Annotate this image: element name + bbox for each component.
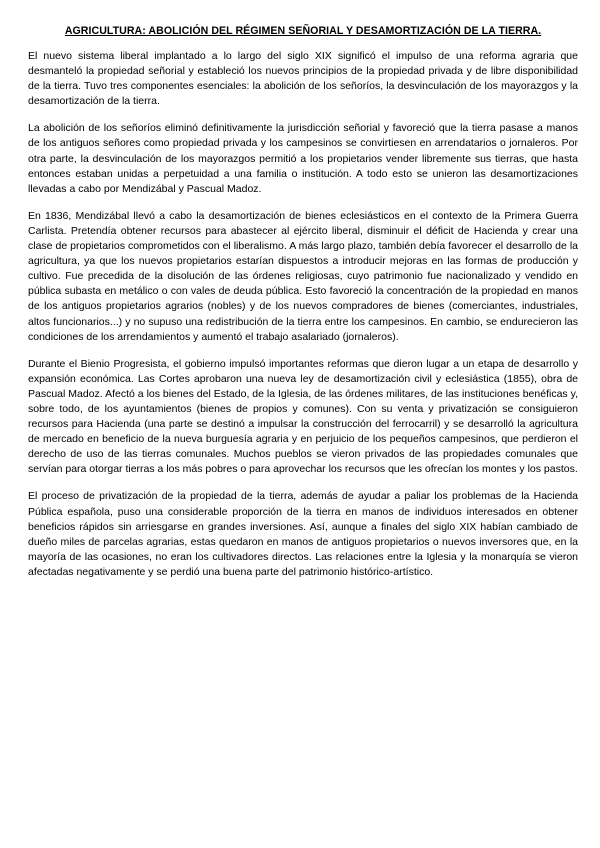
paragraph-reforma-agraria: El nuevo sistema liberal implantado a lo largo del siglo XIX significó el impulso de una reforma agraria que desmanteló la propiedad señorial y estableció los nuevos principios de la propiedad privada y de libre disponibilidad de la tierra. Tuvo tres componentes esenciales: la abolición de los señoríos, la desvinculación de los mayorazgos y la desamortización de la tierra.	[28, 50, 578, 108]
paragraph-consecuencias: El proceso de privatización de la propiedad de la tierra, además de ayudar a paliar los problemas de la Hacienda Pública española, puso una considerable proporción de la tierra en manos de individuos interesados en obtener beneficios rápidos sin arriesgarse en grandes inversiones. Así, aunque a finales del siglo XIX habían cambiado de dueño miles de parcelas agrarias, estas quedaron en manos de antiguos propietarios o nuevos inversores que, en la mayoría de las ocasiones, no eran los cultivadores directos. Las relaciones entre la Iglesia y la monarquía se vieron afectadas negativamente y se perdió una buena parte del patrimonio histórico-artístico.	[28, 490, 578, 578]
paragraph-desamortizacion-mendizabal: En 1836, Mendizábal llevó a cabo la desamortización de bienes eclesiásticos en el contexto de la Primera Guerra Carlista. Pretendía obtener recursos para abastecer al ejército liberal, disminuir el déficit de Hacienda y crear una clase de propietarios comprometidos con el liberalismo. A más largo plazo, también debía favorecer el desarrollo de la agricultura, ya que los nuevos propietarios estarían dispuestos a introducir mejoras en las formas de producción y cultivo. Fue precedida de la disolución de las órdenes religiosas, cuyo patrimonio fue nacionalizado y vendido en pública subasta en metálico o con vales de deuda pública. Esto favoreció la concentración de la propiedad en manos de los antiguos propietarios agrarios (nobles) y de los nuevos compradores de bienes (comerciantes, industriales, altos funcionarios...) y no supuso una redistribución de la tierra entre los campesinos. En cambio, se endurecieron las condiciones de los arrendamientos y aumentó el trabajo asalariado (jornaleros).	[28, 209, 578, 343]
document-title: AGRICULTURA: ABOLICIÓN DEL RÉGIMEN SEÑORIAL Y DESAMORTIZACIÓN DE LA TIERRA.	[64, 25, 542, 37]
paragraph-desamortizacion-madoz: Durante el Bienio Progresista, el gobierno impulsó importantes reformas que dieron lugar a un etapa de desarrollo y expansión económica. Las Cortes aprobaron una nueva ley de desamortización civil y eclesiástica (1855), obra de Pascual Madoz. Afectó a los bienes del Estado, de la Iglesia, de las órdenes militares, de las instituciones benéficas y, sobre todo, de los ayuntamientos (bienes de propios y comunes). Con su venta y privatización se consiguieron recursos para Hacienda (una parte se destinó a impulsar la construcción del ferrocarril) y se desarrolló la agricultura de mercado en beneficio de la nueva burguesía agraria y en perjuicio de los pequeños campesinos, que perdieron el derecho de uso de las tierras comunales. Muchos pueblos se vieron privados de las propiedades comunales que servían para otorgar tierras a los más pobres o para aprovechar los recursos que les ofrecían los montes y los pastos.	[28, 357, 578, 476]
paragraph-abolicion-senorios: La abolición de los señoríos eliminó definitivamente la jurisdicción señorial y favoreció que la tierra pasase a manos de los antiguos señores como propiedad privada y los campesinos se convirtiesen en arrendatarios o jornaleros. Por otra parte, la desvinculación de los mayorazgos permitió a los propietarios vender libremente sus tierras, que hasta entonces estaban unidas a perpetuidad a una familia o institución. A todo esto se unieron las desamortizaciones llevadas a cabo por Mendizábal y Pascual Madoz.	[28, 122, 578, 195]
